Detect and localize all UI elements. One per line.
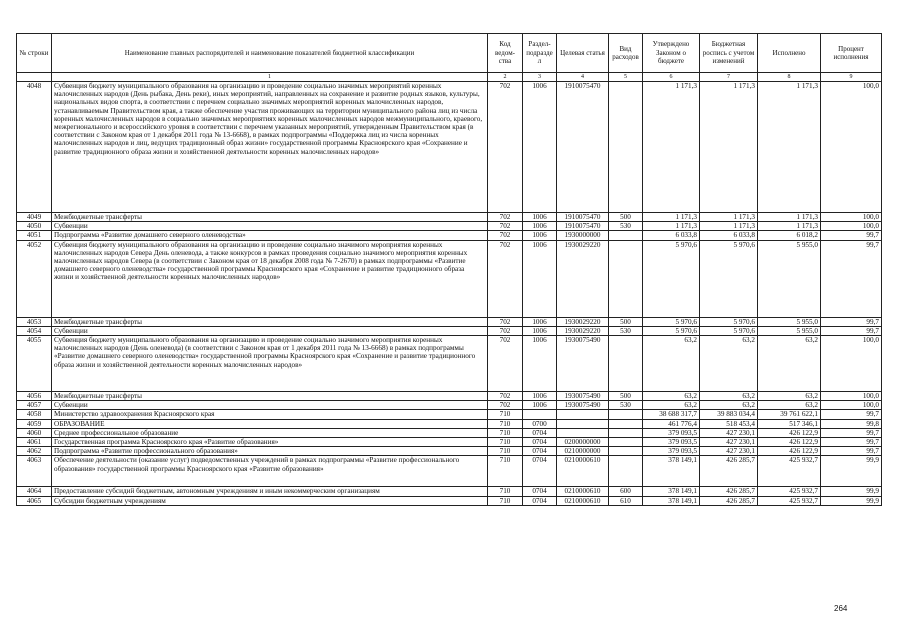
dept-code: 702 (488, 401, 523, 410)
percent-value: 99,7 (821, 428, 882, 437)
target-code (557, 428, 609, 437)
schedule-amount: 63,2 (700, 392, 758, 401)
row-number: 4059 (17, 419, 52, 428)
section-code: 1006 (523, 392, 557, 401)
expense-type: 610 (609, 496, 643, 505)
approved-amount: 63,2 (643, 392, 700, 401)
section-code: 1006 (523, 213, 557, 222)
target-code: 1910075470 (557, 222, 609, 231)
section-code: 0704 (523, 428, 557, 437)
row-number: 4054 (17, 326, 52, 335)
schedule-amount: 427 230,1 (700, 447, 758, 456)
row-number: 4048 (17, 82, 52, 213)
approved-amount: 461 776,4 (643, 419, 700, 428)
schedule-amount: 1 171,3 (700, 222, 758, 231)
table-row (17, 231, 882, 240)
target-code: 0210000000 (557, 447, 609, 456)
row-name: ОБРАЗОВАНИЕ (52, 419, 488, 428)
row-number: 4061 (17, 438, 52, 447)
approved-amount: 63,2 (643, 336, 700, 392)
percent-value: 100,0 (821, 213, 882, 222)
expense-type: 530 (609, 222, 643, 231)
page-number: 264 (834, 604, 848, 613)
schedule-amount: 63,2 (700, 336, 758, 392)
approved-amount: 1 171,3 (643, 222, 700, 231)
executed-amount: 426 122,9 (758, 428, 821, 437)
expense-type (609, 456, 643, 487)
schedule-amount: 39 883 034,4 (700, 410, 758, 419)
row-number: 4058 (17, 410, 52, 419)
schedule-amount: 5 970,6 (700, 317, 758, 326)
executed-amount: 1 171,3 (758, 82, 821, 213)
approved-amount: 378 149,1 (643, 456, 700, 487)
dept-code: 710 (488, 456, 523, 487)
table-row (17, 317, 882, 326)
expense-type (609, 231, 643, 240)
dept-code: 702 (488, 240, 523, 317)
schedule-amount: 426 285,7 (700, 496, 758, 505)
dept-code: 710 (488, 428, 523, 437)
section-code: 1006 (523, 317, 557, 326)
executed-amount: 63,2 (758, 392, 821, 401)
table-row (17, 336, 882, 392)
header-dept-code: Код ведом-ства (488, 34, 523, 73)
row-number: 4051 (17, 231, 52, 240)
target-code: 1930029220 (557, 326, 609, 335)
executed-amount: 63,2 (758, 336, 821, 392)
dept-code: 710 (488, 419, 523, 428)
header-row-no: № строки (17, 34, 52, 73)
executed-amount: 5 955,0 (758, 240, 821, 317)
section-code: 1006 (523, 326, 557, 335)
row-name: Субвенции (52, 401, 488, 410)
row-number: 4055 (17, 336, 52, 392)
expense-type: 500 (609, 213, 643, 222)
schedule-amount: 427 230,1 (700, 428, 758, 437)
dept-code: 702 (488, 317, 523, 326)
percent-value: 99,7 (821, 240, 882, 317)
approved-amount: 378 149,1 (643, 487, 700, 496)
executed-amount: 425 932,7 (758, 496, 821, 505)
col-number: 8 (758, 73, 821, 82)
table-row (17, 410, 882, 419)
dept-code: 702 (488, 392, 523, 401)
col-number: 3 (523, 73, 557, 82)
percent-value: 100,0 (821, 222, 882, 231)
col-number: 6 (643, 73, 700, 82)
executed-amount: 1 171,3 (758, 213, 821, 222)
approved-amount: 1 171,3 (643, 82, 700, 213)
header-schedule: Бюджетная роспись с учетом изменений (700, 34, 758, 73)
approved-amount: 379 093,5 (643, 428, 700, 437)
section-code: 1006 (523, 231, 557, 240)
schedule-amount: 426 285,7 (700, 487, 758, 496)
expense-type: 500 (609, 392, 643, 401)
header-name: Наименование главных распорядителей и наименование показателей бюджетной классификации (52, 34, 488, 73)
percent-value: 99,7 (821, 410, 882, 419)
percent-value: 99,7 (821, 231, 882, 240)
percent-value: 99,7 (821, 447, 882, 456)
dept-code: 702 (488, 326, 523, 335)
row-name: Субвенция бюджету муниципального образования на организацию и проведение социально значимого мероприятия коренных малочисленных народов Севера День оленевода, а также конкурсов в рамках проведения социально значимого мероприятия коренных малочисленных народов Севера (в соответствии с Законом края от 18 декабря 2008 года № 7-2670) в рамках подпрограммы «Развитие домашнего северного оленеводства» государственной программы Красноярского края «Сохранение и развитие традиционного образа жизни и хозяйственной деятельности коренных малочисленных народов» (52, 240, 488, 317)
target-code: 1910075470 (557, 213, 609, 222)
table-row (17, 447, 882, 456)
expense-type (609, 336, 643, 392)
schedule-amount: 6 033,8 (700, 231, 758, 240)
expense-type: 530 (609, 326, 643, 335)
section-code (523, 410, 557, 419)
section-code: 0704 (523, 487, 557, 496)
row-name: Межбюджетные трансферты (52, 317, 488, 326)
col-number: 1 (52, 73, 488, 82)
expense-type: 600 (609, 487, 643, 496)
header-executed: Исполнено (758, 34, 821, 73)
target-code: 1930075490 (557, 401, 609, 410)
approved-amount: 5 970,6 (643, 240, 700, 317)
row-name: Субвенции (52, 326, 488, 335)
row-name: Министерство здравоохранения Красноярского края (52, 410, 488, 419)
section-code: 0704 (523, 438, 557, 447)
executed-amount: 1 171,3 (758, 222, 821, 231)
dept-code: 702 (488, 82, 523, 213)
expense-type (609, 82, 643, 213)
percent-value: 99,9 (821, 487, 882, 496)
schedule-amount: 5 970,6 (700, 240, 758, 317)
expense-type (609, 438, 643, 447)
target-code: 0200000000 (557, 438, 609, 447)
percent-value: 99,9 (821, 456, 882, 487)
approved-amount: 1 171,3 (643, 213, 700, 222)
table-row (17, 326, 882, 335)
approved-amount: 379 093,5 (643, 447, 700, 456)
row-number: 4064 (17, 487, 52, 496)
row-number: 4063 (17, 456, 52, 487)
row-name: Подпрограмма «Развитие профессионального образования» (52, 447, 488, 456)
target-code: 1910075470 (557, 82, 609, 213)
table-row (17, 456, 882, 487)
table-row (17, 213, 882, 222)
executed-amount: 5 955,0 (758, 326, 821, 335)
row-name: Подпрограмма «Развитие домашнего северного оленеводства» (52, 231, 488, 240)
table-row (17, 487, 882, 496)
table-row (17, 438, 882, 447)
expense-type (609, 419, 643, 428)
schedule-amount: 5 970,6 (700, 326, 758, 335)
col-number: 4 (557, 73, 609, 82)
approved-amount: 379 093,5 (643, 438, 700, 447)
expense-type (609, 410, 643, 419)
row-number: 4056 (17, 392, 52, 401)
approved-amount: 38 688 317,7 (643, 410, 700, 419)
percent-value: 100,0 (821, 392, 882, 401)
row-number: 4053 (17, 317, 52, 326)
table-row (17, 419, 882, 428)
row-name: Межбюджетные трансферты (52, 213, 488, 222)
row-name: Субсидии бюджетным учреждениям (52, 496, 488, 505)
executed-amount: 425 932,7 (758, 456, 821, 487)
target-code: 0210000610 (557, 487, 609, 496)
header-percent: Процент исполнения (821, 34, 882, 73)
target-code: 1930029220 (557, 240, 609, 317)
section-code: 0700 (523, 419, 557, 428)
section-code: 0704 (523, 447, 557, 456)
row-name: Субвенция бюджету муниципального образования на организацию и проведение социально значимых мероприятий коренных малочисленных народов (День рыбака, День реки), иных мероприятий, направленных на сохранение и развитие родных языков, культуры, национальных видов спорта, в соответствии с перечнем социально значимых мероприятий коренных малочисленных народов, устанавливаемым Правительством края, а также обеспечение участия проживающих на территории муниципального района лиц из числа коренных малочисленных народов в социально значимых мероприятиях коренных малочисленных народов межмуниципального, краевого, межрегионального и всероссийского уровня в соответствии с перечнем указанных мероприятий, утвержденным Правительством края (в соответствии с Законом края от 1 декабря 2011 года № 13-6668), в рамках подпрограммы «Поддержка лиц из числа коренных малочисленных народов и лиц, ведущих традиционный образ жизни» государственной программы Красноярского края «Сохранение и развитие традиционного образа жизни и хозяйственной деятельности коренных малочисленных народов» (52, 82, 488, 213)
table-row (17, 496, 882, 505)
col-number: 7 (700, 73, 758, 82)
percent-value: 99,7 (821, 317, 882, 326)
dept-code: 710 (488, 438, 523, 447)
executed-amount: 426 122,9 (758, 438, 821, 447)
col-number: 9 (821, 73, 882, 82)
row-name: Государственная программа Красноярского края «Развитие образования» (52, 438, 488, 447)
target-code (557, 419, 609, 428)
percent-value: 99,7 (821, 326, 882, 335)
executed-amount: 517 346,1 (758, 419, 821, 428)
dept-code: 710 (488, 447, 523, 456)
row-name: Предоставление субсидий бюджетным, автономным учреждениям и иным некоммерческим организациям (52, 487, 488, 496)
expense-type (609, 447, 643, 456)
target-code: 1930000000 (557, 231, 609, 240)
expense-type (609, 240, 643, 317)
percent-value: 100,0 (821, 82, 882, 213)
budget-execution-table (16, 33, 882, 506)
target-code (557, 410, 609, 419)
table-row (17, 428, 882, 437)
executed-amount: 6 018,2 (758, 231, 821, 240)
col-number (17, 73, 52, 82)
row-name: Субвенции (52, 222, 488, 231)
dept-code: 710 (488, 487, 523, 496)
row-name: Межбюджетные трансферты (52, 392, 488, 401)
schedule-amount: 63,2 (700, 401, 758, 410)
header-row (17, 34, 882, 73)
section-code: 1006 (523, 401, 557, 410)
table-row (17, 401, 882, 410)
dept-code: 702 (488, 336, 523, 392)
table-body (17, 82, 882, 506)
row-number: 4050 (17, 222, 52, 231)
section-code: 0704 (523, 456, 557, 487)
schedule-amount: 426 285,7 (700, 456, 758, 487)
percent-value: 99,9 (821, 496, 882, 505)
section-code: 0704 (523, 496, 557, 505)
executed-amount: 5 955,0 (758, 317, 821, 326)
dept-code: 702 (488, 213, 523, 222)
dept-code: 710 (488, 410, 523, 419)
table-row (17, 82, 882, 213)
header-expense-type: Вид расходов (609, 34, 643, 73)
dept-code: 702 (488, 222, 523, 231)
section-code: 1006 (523, 336, 557, 392)
header-approved: Утверждено Законом о бюджете (643, 34, 700, 73)
schedule-amount: 427 230,1 (700, 438, 758, 447)
expense-type: 530 (609, 401, 643, 410)
header-section: Раздел-подраздел (523, 34, 557, 73)
col-number: 5 (609, 73, 643, 82)
column-number-row (17, 73, 882, 82)
percent-value: 100,0 (821, 336, 882, 392)
target-code: 1930075490 (557, 336, 609, 392)
schedule-amount: 518 453,4 (700, 419, 758, 428)
section-code: 1006 (523, 222, 557, 231)
row-name: Субвенция бюджету муниципального образования на организацию и проведение социально значимого мероприятия коренных малочисленных народов (День оленевода) (в соответствии с Законом края от 1 декабря 2011 года № 13-6668) в рамках подпрограммы «Развитие домашнего северного оленеводства» государственной программы Красноярского края «Сохранение и развитие традиционного образа жизни и хозяйственной деятельности коренных малочисленных народов» (52, 336, 488, 392)
expense-type: 500 (609, 317, 643, 326)
approved-amount: 63,2 (643, 401, 700, 410)
executed-amount: 63,2 (758, 401, 821, 410)
row-number: 4057 (17, 401, 52, 410)
dept-code: 710 (488, 496, 523, 505)
target-code: 1930029220 (557, 317, 609, 326)
schedule-amount: 1 171,3 (700, 213, 758, 222)
percent-value: 99,8 (821, 419, 882, 428)
executed-amount: 425 932,7 (758, 487, 821, 496)
approved-amount: 6 033,8 (643, 231, 700, 240)
row-number: 4062 (17, 447, 52, 456)
table-row (17, 240, 882, 317)
row-number: 4052 (17, 240, 52, 317)
col-number: 2 (488, 73, 523, 82)
schedule-amount: 1 171,3 (700, 82, 758, 213)
expense-type (609, 428, 643, 437)
row-number: 4060 (17, 428, 52, 437)
approved-amount: 5 970,6 (643, 317, 700, 326)
target-code: 0210000610 (557, 496, 609, 505)
section-code: 1006 (523, 240, 557, 317)
executed-amount: 426 122,9 (758, 447, 821, 456)
row-name: Среднее профессиональное образование (52, 428, 488, 437)
dept-code: 702 (488, 231, 523, 240)
table-row (17, 392, 882, 401)
percent-value: 100,0 (821, 401, 882, 410)
section-code: 1006 (523, 82, 557, 213)
table-row (17, 222, 882, 231)
row-number: 4065 (17, 496, 52, 505)
header-target: Целевая статья (557, 34, 609, 73)
approved-amount: 5 970,6 (643, 326, 700, 335)
approved-amount: 378 149,1 (643, 496, 700, 505)
row-name: Обеспечение деятельности (оказание услуг) подведомственных учреждений в рамках подпрограммы «Развитие профессионального образования» государственной программы Красноярского края «Развитие образования» (52, 456, 488, 487)
row-number: 4049 (17, 213, 52, 222)
percent-value: 99,7 (821, 438, 882, 447)
target-code: 1930075490 (557, 392, 609, 401)
executed-amount: 39 761 622,1 (758, 410, 821, 419)
target-code: 0210000610 (557, 456, 609, 487)
